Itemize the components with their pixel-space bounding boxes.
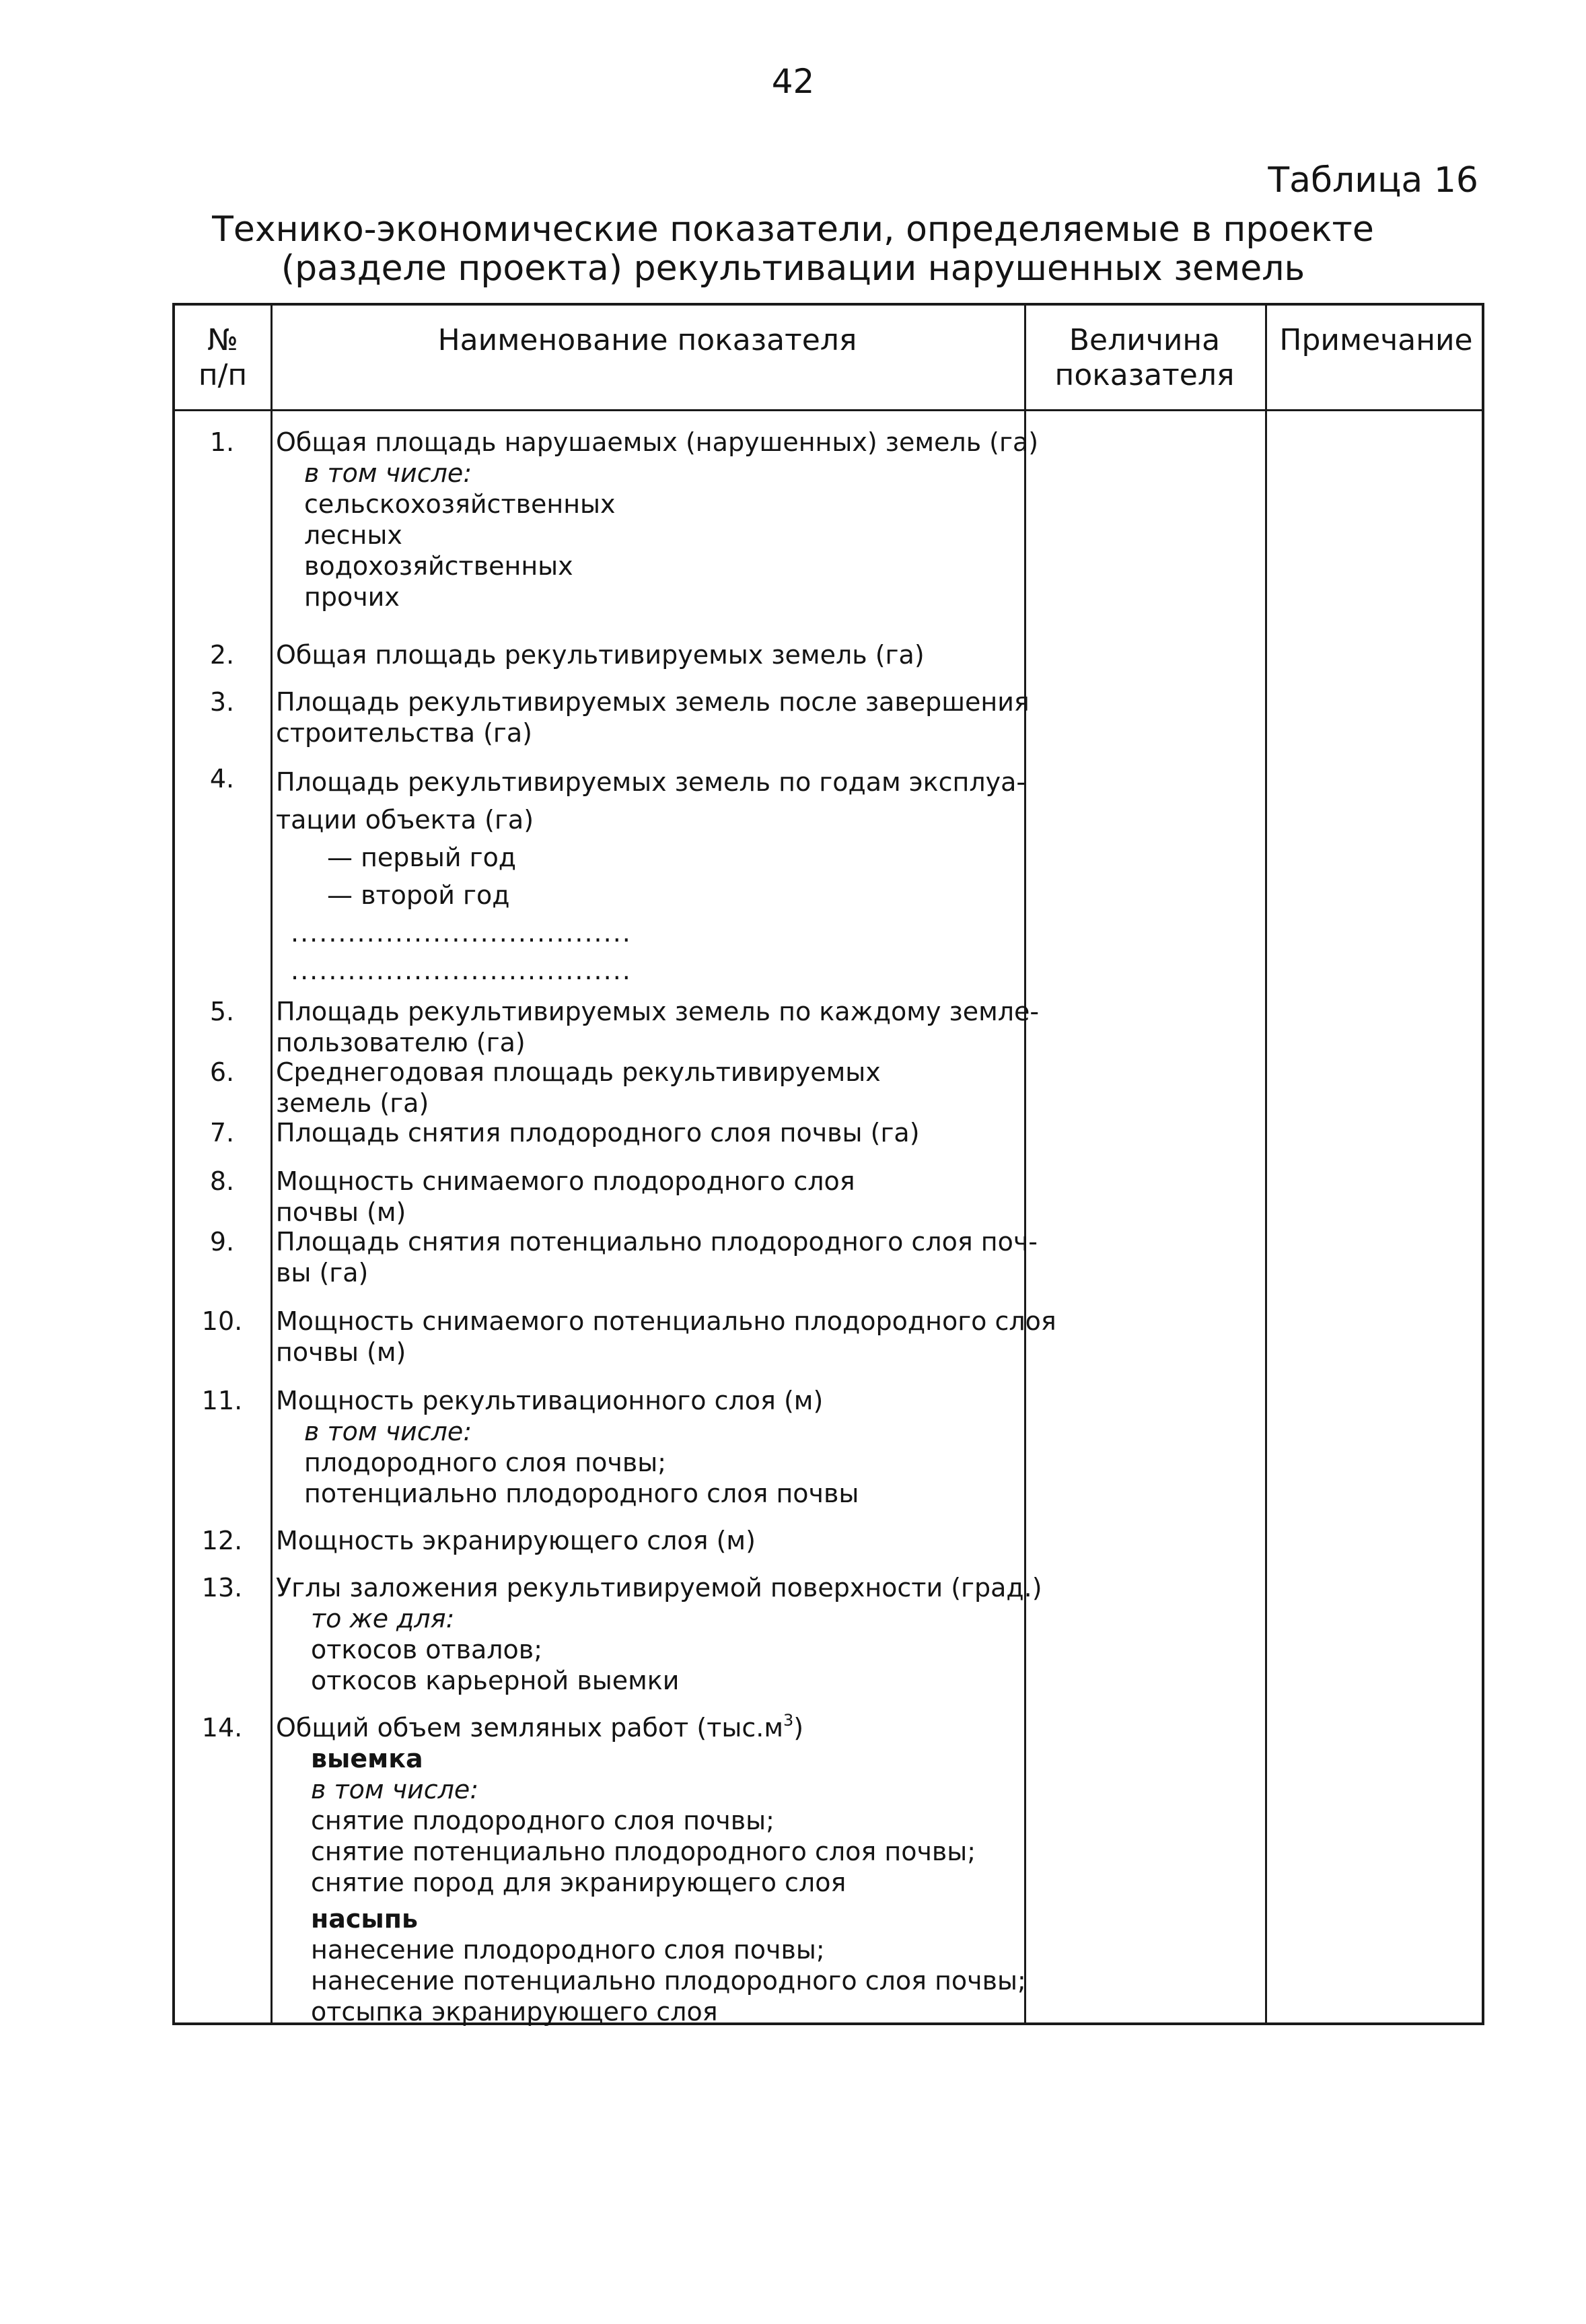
row-num: 13. (201, 1573, 243, 1603)
row-3-name: Площадь рекультивируемых земель после завершения строительства (га) (276, 687, 1030, 748)
row-9-name: Площадь снятия потенциально плодородного слоя поч- вы (га) (276, 1227, 1038, 1288)
row-8-name: Мощность снимаемого плодородного слоя почвы (м) (276, 1166, 855, 1227)
table-title (0, 210, 1586, 288)
page-number: 42 (771, 62, 815, 101)
header-value: Величина показателя (1054, 323, 1235, 392)
row-num: 14. (201, 1713, 243, 1742)
row-num: 12. (201, 1526, 243, 1555)
title-line-2: (разделе проекта) рекультивации нарушенных земель (281, 248, 1305, 289)
column-divider-1 (271, 306, 273, 2022)
row-2-name: Общая площадь рекультивируемых земель (га) (276, 640, 925, 670)
header-note: Примечание (1279, 323, 1473, 357)
row-num: 7. (209, 1118, 235, 1148)
row-13-name: Углы заложения рекультивируемой поверхности (град.) то же для: откосов отвалов; откосов карьерной выемки (276, 1573, 1042, 1695)
row-num: 4. (209, 764, 235, 794)
indicators-table (172, 303, 1484, 2025)
title-line-1: Технико-экономические показатели, определяемые в проекте (212, 209, 1374, 250)
row-1-name: Общая площадь нарушаемых (нарушенных) земель (га) в том числе: сельскохозяйственных лесных водохозяйственных прочих (276, 427, 1039, 612)
header-name: Наименование показателя (437, 323, 857, 357)
row-num: 9. (209, 1227, 235, 1257)
row-num: 3. (209, 687, 235, 717)
row-num: 5. (209, 997, 235, 1026)
row-10-name: Мощность снимаемого потенциально плодородного слоя почвы (м) (276, 1306, 1056, 1367)
row-4-name: Площадь рекультивируемых земель по годам эксплуа- тации объекта (га) — первый год — второй год .................................... .................................... (276, 767, 1026, 985)
row-num: 6. (209, 1057, 235, 1087)
row-6-name: Среднегодовая площадь рекультивируемых земель (га) (276, 1057, 881, 1118)
row-7-name: Площадь снятия плодородного слоя почвы (га) (276, 1118, 920, 1148)
header-num: № п/п (198, 323, 248, 392)
header-bottom-border (175, 409, 1482, 411)
row-num: 8. (209, 1166, 235, 1196)
table-label: Таблица 16 (1268, 160, 1478, 201)
row-5-name: Площадь рекультивируемых земель по каждому земле- пользователю (га) (276, 997, 1040, 1057)
row-14-name: Общий объем земляных работ $(тыс.м^3)$ выемка в том числе: снятие плодородного слоя почвы; снятие потенциально плодородного слоя почвы; снятие пород для экранирующего слоя насыпь нанесение плодородного слоя почвы; нанесение потенциально плодородного слоя почвы; отсыпка экранирующего слоя (276, 1711, 1026, 2027)
row-12-name: Мощность экранирующего слоя (м) (276, 1526, 756, 1555)
row-11-name: Мощность рекультивационного слоя (м) в том числе: плодородного слоя почвы; потенциально плодородного слоя почвы (276, 1386, 859, 1508)
row-num: 2. (209, 640, 235, 670)
row-num: 11. (201, 1386, 243, 1415)
row-num: 1. (209, 427, 235, 457)
column-divider-3 (1265, 306, 1267, 2022)
row-num: 10. (201, 1306, 243, 1336)
